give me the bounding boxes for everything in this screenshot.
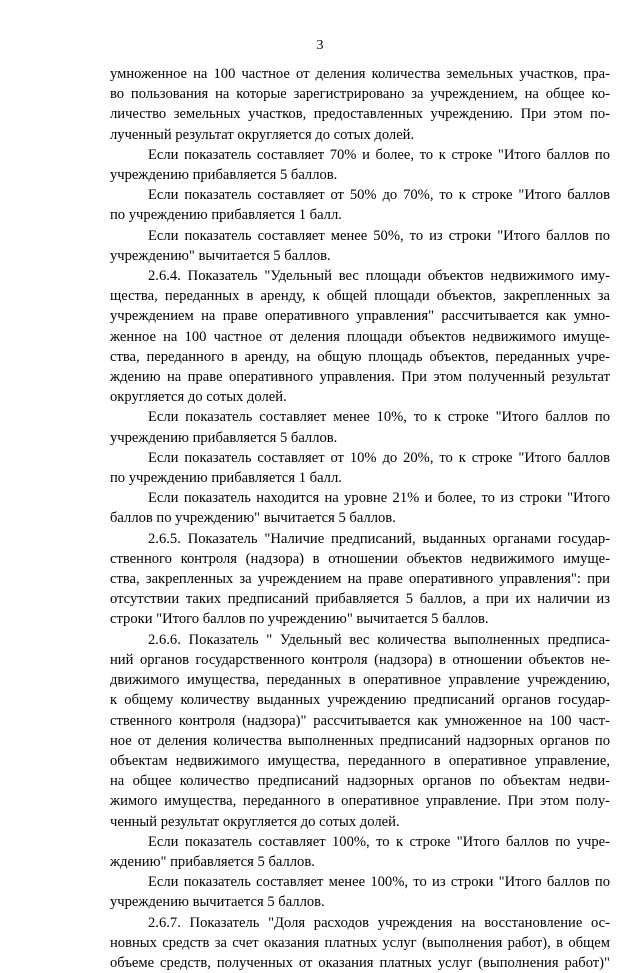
text-line: учреждению" вычитается 5 баллов. <box>110 247 331 264</box>
text-line: учреждению прибавляется 5 баллов. <box>110 167 338 184</box>
text-line: женное на 100 частное от деления площади объектов недвижимого имуще- <box>110 328 610 345</box>
text-line: строки "Итого баллов по учреждению" вычитается 5 баллов. <box>110 611 489 628</box>
text-line: ства, закрепленных за учреждением на праве оперативного управления": при <box>110 571 610 588</box>
text-line: Если показатель находится на уровне 21% и более, то из строки "Итого <box>148 490 610 507</box>
text-line: Если показатель составляет менее 10%, то к строке "Итого баллов по <box>148 409 610 426</box>
document-body <box>110 64 610 973</box>
text-line: 2.6.4. Показатель "Удельный вес площади объектов недвижимого иму- <box>148 268 610 285</box>
text-line: по учреждению прибавляется 1 балл. <box>110 207 342 224</box>
text-line: объектам недвижимого имущества, переданного в оперативное управление, <box>110 752 610 769</box>
text-line: по учреждению прибавляется 1 балл. <box>110 470 342 487</box>
text-line: новных средств за счет оказания платных услуг (выполнения работ), в общем <box>110 934 610 951</box>
text-line: ства, переданного в аренду, на общую площадь объектов, переданных учре- <box>110 348 610 365</box>
text-line: Если показатель составляет менее 50%, то из строки "Итого баллов по <box>148 227 610 244</box>
text-line: умноженное на 100 частное от деления количества земельных участков, пра- <box>110 66 610 82</box>
text-line: ченный результат округляется до сотых долей. <box>110 813 400 830</box>
text-line: Если показатель составляет от 50% до 70%, то к строке "Итого баллов <box>148 187 610 204</box>
text-line: движимого имущества, переданных в оперативное управление учреждению, <box>110 672 610 689</box>
text-line: объеме средств, полученных от оказания платных услуг (выполнения работ)" <box>110 954 610 971</box>
page-number: 3 <box>316 38 324 53</box>
text-line: к общему количеству выданных учреждению предписаний органов государ- <box>110 692 610 709</box>
text-line: Если показатель составляет от 10% до 20%, то к строке "Итого баллов <box>148 449 610 466</box>
text-line: учреждением на праве оперативного управления" рассчитывается как умно- <box>110 308 610 325</box>
text-line: личество земельных участков, предоставленных учреждению. При этом по- <box>110 106 610 123</box>
text-line: учреждению вычитается 5 баллов. <box>110 894 325 911</box>
text-line: ственного контроля (надзора) в отношении объектов недвижимого имуще- <box>110 550 610 567</box>
text-line: ний органов государственного контроля (надзора) в отношении объектов не- <box>110 651 610 668</box>
text-line: ждению на праве оперативного управления. При этом полученный результат <box>110 369 610 386</box>
text-line: ственного контроля (надзора)" рассчитывается как умноженное на 100 част- <box>110 712 610 729</box>
text-line: 2.6.7. Показатель "Доля расходов учреждения на восстановление ос- <box>148 914 610 931</box>
text-line: на общее количество предписаний надзорных органов по объектам недви- <box>110 773 610 790</box>
text-line: отсутствии таких предписаний прибавляется 5 баллов, а при их наличии из <box>110 591 610 608</box>
text-line: Если показатель составляет 100%, то к строке "Итого баллов по учре- <box>148 833 610 850</box>
text-line: учреждению прибавляется 5 баллов. <box>110 429 338 446</box>
text-line: во пользования на которые зарегистрировано за учреждением, на общее ко- <box>110 86 610 103</box>
text-line: щества, переданных в аренду, к общей площади объектов, закрепленных за <box>110 288 610 305</box>
text-line: Если показатель составляет менее 100%, то из строки "Итого баллов по <box>148 874 610 891</box>
text-line: 2.6.6. Показатель " Удельный вес количества выполненных предписа- <box>148 631 610 648</box>
text-line: Если показатель составляет 70% и более, то к строке "Итого баллов по <box>148 146 610 163</box>
text-line: лученный результат округляется до сотых долей. <box>110 126 415 143</box>
text-line: 2.6.5. Показатель "Наличие предписаний, выданных органами государ- <box>148 530 610 547</box>
text-line: жимого имущества, переданного в оперативное управление. При этом полу- <box>110 793 610 810</box>
text-line: баллов по учреждению" вычитается 5 баллов. <box>110 510 396 527</box>
text-line: ное от деления количества выполненных предписаний надзорных органов по <box>110 732 610 749</box>
text-line: округляется до сотых долей. <box>110 389 287 406</box>
text-line: ждению" прибавляется 5 баллов. <box>110 853 315 870</box>
